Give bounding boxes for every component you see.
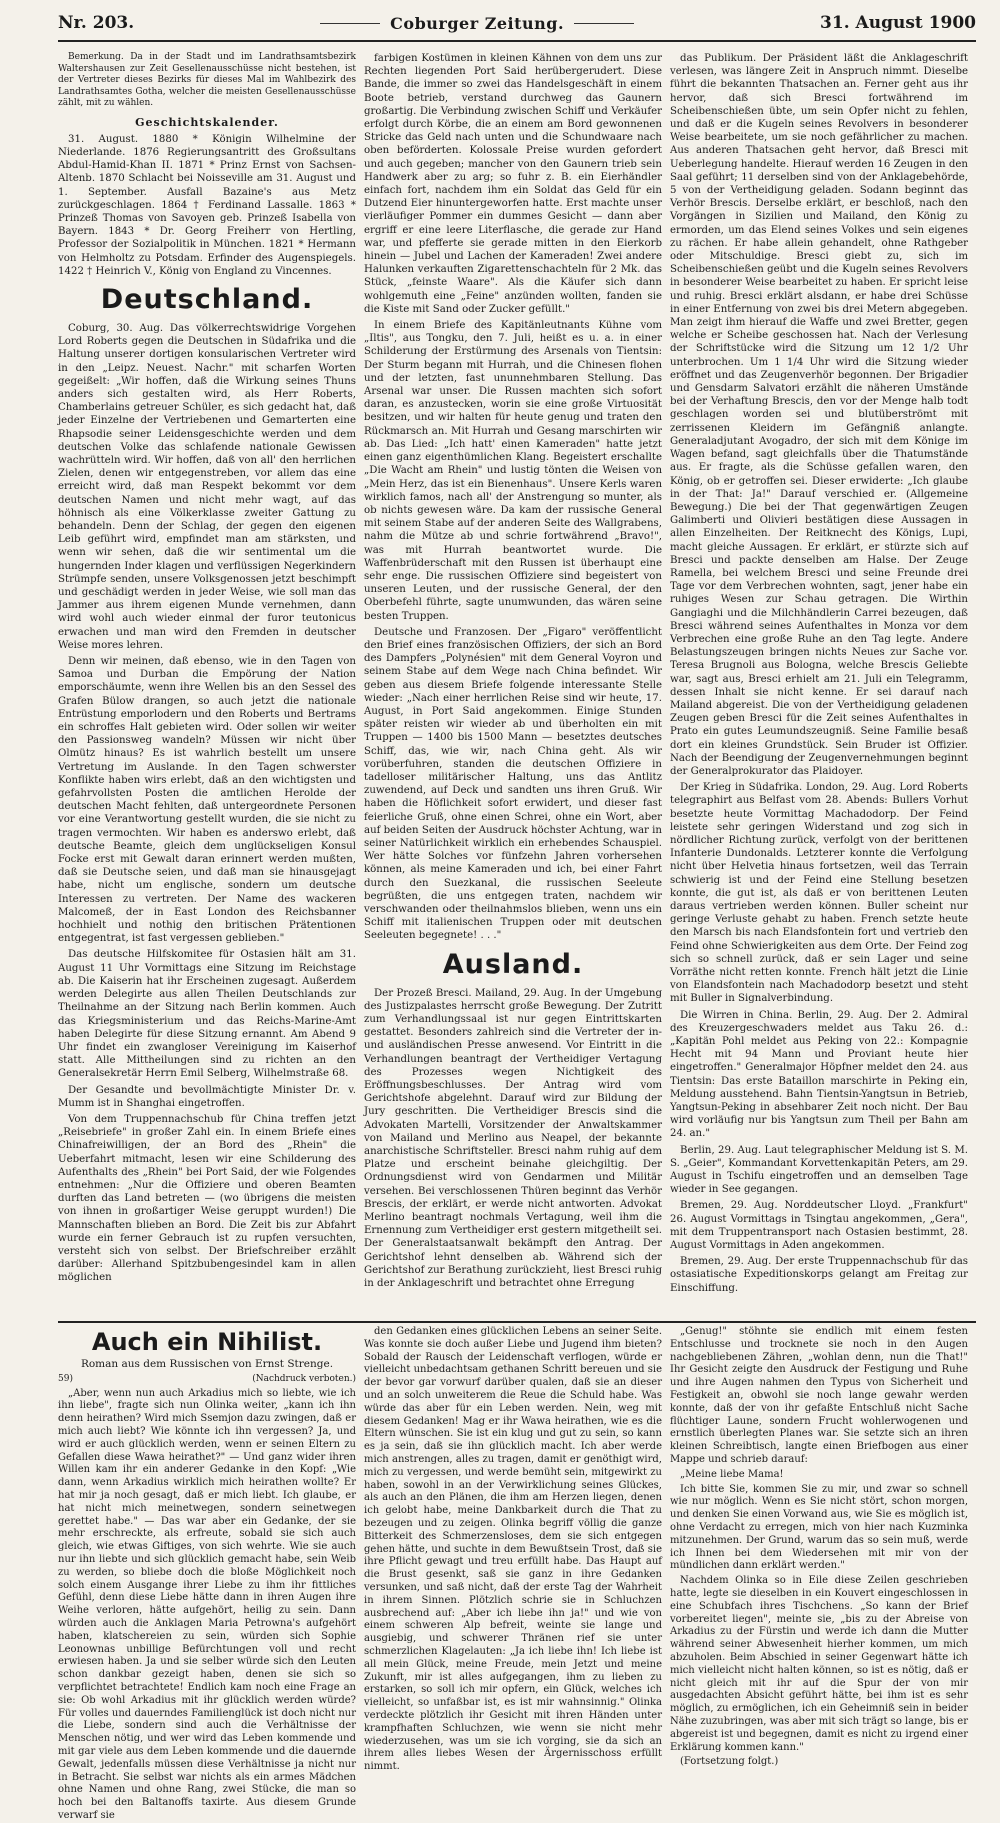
novel-meta [58,1373,356,1386]
article-roberts-cont: Denn wir meinen, daß ebenso, wie in den Tagen von Samoa und Durban die Empörung der Nation emporschäumte, wenn ihre Wellen bis an den Sessel des Grafen Bülow drangen, so auch jetzt die nationale Entrüstung emporlodern und den Roberts und Bertrams ein schroffes Halt gebieten wird. Oder sollen wir weiter den Passionsweg wandeln? Müssen wir nicht über Olmütz hinaus? Es ist wahrlich bestellt um unsere Vertretung im Auslande. In den Tagen schwerster Konflikte haben wirs erlebt, daß an den wichtigsten und gefahrvollsten Posten die amtlichen Herolde der deutschen Macht fehlten, daß untergeordnete Personen vor eine Verantwortung gestellt wurden, die sie nicht zu tragen vermochten. Wir haben es anderswo erlebt, daß deutsche Beamte, gleich dem unglückseligen Konsul Focke erst mit Gewalt daran erinnert werden mußten, daß sie Deutsche seien, und daß man sie hinausgejagt habe, nicht um englische, sondern um deutsche Interessen zu vertreten. Der Name des wackeren Malcomeß, der in East London des Reichsbanner hochhielt und nothig den britischen Prätentionen entgegentrat, ist fast vergessen geblieben." [58,656,356,945]
article-lloyd: Bremen, 29. Aug. Norddeutscher Lloyd. „Frankfurt" 26. August Vormittags in Tsingtau angekommen, „Gera", mit dem Truppentransport nach Ostasien bestimmt, 28. August Vormittags in Aden angekommen. [670,1200,968,1252]
issue-number: Nr. 203. [58,13,135,33]
letter-body: Ich bitte Sie, kommen Sie zu mir, und zwar so schnell wie nur möglich. Wenn es Sie nicht stört, schon morgen, und denken Sie einen Vorwand aus, wie Sie es möglich ist, ohne Verdacht zu erregen, mich von hier nach Kuzminka mitzunehmen. Der Grund, warum das so sein muß, werde ich Ihnen bei dem Wiedersehen mit mir von der mündlichen dann erklärt werden." [670,1483,968,1572]
article-roberts: Coburg, 30. Aug. Das völkerrechtswidrige Vorgehen Lord Roberts gegen die Deutschen in Südafrika und die Haltung unserer dortigen konsularischen Vertreter wird in den „Leipz. Neuest. Nachr." mit scharfen Worten gegeißelt: „Wir hoffen, daß die Wirkung seines Thuns anders sich gestalten wird, als Herr Roberts, Chamberlains getreuer Schüler, es sich gedacht hat, daß jeder Einzelne der Vertriebenen und Gemarterten eine Rhapsodie seiner Leidensgeschichte werden und dem deutschen Volke das schlafende nationale Gewissen wachrütteln wird. Wir hoffen, daß von all' den herrlichen Zielen, denen wir entgegenstreben, vor allem das eine erreicht wird, daß man Respekt bekommt vor dem deutschen Namen und nicht mehr wagt, auf das höhnisch als eine Völkerklasse zweiter Gattung zu behandeln. Denn der Schlag, der gegen den eigenen Leib geführt wird, empfindet man am stärksten, und wenn wir sehen, daß die wir sentimental um die hungernden Inder klagen und verflüssigen Negerkindern Strümpfe senden, unsere Volksgenossen jetzt beschimpft und geschädigt werden in jeder Weise, wie soll man das Jammer aus ihrem eigenen Munde vernehmen, dann wird wohl auch wieder einmal der furor teutonicus erwachen und man wird den Fremden in deutscher Weise mores lehren. [58,322,356,651]
novel-subtitle: Roman aus dem Russischen von Ernst Strenge. [80,1358,334,1370]
article-truppen-bremen: Bremen, 29. Aug. Der erste Truppennachschub für das ostasiatische Expeditionskorps gelangt am Freitag zur Einschiffung. [670,1256,968,1294]
reprint-notice: (Nachdruck verboten.) [252,1373,356,1384]
ornament-right [574,23,634,24]
upper-columns [58,52,976,1316]
article-port-said: farbigen Kostümen in kleinen Kähnen von dem uns zur Rechten liegenden Port Said herübergerudert. Diese Bande, die immer so zwei das Handelsgeschäft in einem Boote betrieb, verstand durchweg das Gaunern großartig. Die Verbindung zwischen Schiff und Verkäufer erfolgt durch Körbe, die an einem am Bord gewonnenen Stricke das Geld nach unten und die Schundwaare nach oben beförderten. Kolossale Preise wurden gefordert und auch gegeben; mancher von den Gaunern trieb sein Handwerk aber zu arg; so fuhr z. B. ein Eierhändler einfach fort, nachdem ihm ein Soldat das Geld für ein Dutzend Eier hinuntergeworfen hatte. Erst machte unser vierläufiger Pommer ein dummes Gesicht — dann aber ergriff er eine leere Literflasche, die gerade zur Hand war, und pfefferte sie gerade mitten in den Eierkorb hinein — Jubel und Lachen der Kameraden! Zwei andere Halunken verkauften Zigarettenschachteln für 2 Mk. das Stück, „feinste Waare". Als die Käufer sich dann wohlgemuth eine „Feine" anzünden wollten, fanden sie die Kiste mit Sand oder Zucker gefüllt." [364,53,662,315]
feuilleton [58,1326,976,1821]
section-title-ausland: Ausland. [442,948,584,980]
calendar-heading: Geschichtskalender. [135,115,279,129]
article-iltis-letter: In einem Briefe des Kapitänleutnants Kühne vom „Iltis", aus Tongku, den 7. Juli, heißt es u. a. in einer Schilderung der Erstürmung des Arsenals von Tientsin: Der Sturm begann mit Hurrah, und die Chinesen flohen und der letzten, fast ununnehmbaren Stellung. Das Arsenal war unser. Die Russen machten sich sofort daran, es anzustecken, worin sie eine große Virtuosität besitzen, und wir halten für heute genug und traten den Rückmarsch an. Mit Hurrah und Gesang marschirten wir ab. Das Lied: „Ich hatt' einen Kameraden" hatte jetzt einen ganz eigenthümlichen Klang. Begeistert erschallte „Die Wacht am Rhein" und lustig tönten die Weisen von „Mein Herz, das ist ein Bienenhaus". Unsere Kerls waren wirklich famos, nach all' der Anstrengung so munter, als ob nichts gewesen wäre. Da kam der russische General mit seinem Stabe auf der anderen Seite des Wallgrabens, nahm die Mütze ab und schrie fortwährend „Bravo!", was mit Hurrah beantwortet wurde. Die Waffenbrüderschaft mit den Russen ist überhaupt eine sehr enge. Die russischen Offiziere sind begeistert von unseren Leuten, und der russische General, der den Oberbefehl führte, sagte unumwunden, das wären seine besten Truppen. [364,320,662,622]
novel-paragraph: Nachdem Olinka so in Eile diese Zeilen geschrieben hatte, legte sie dieselben in ein Kouvert eingeschlossen in eine Schubfach ihres Tischchens. „So kann der Brief vorbereitet liegen", meinte sie, „bis zu der Abreise von Arkadius zu der Fürstin und werde ich dann die Mutter während seiner Abwesenheit hierher kommen, um mich abzuholen. Beim Abschied in seiner Gegenwart hätte ich mich vielleicht nicht halten können, so ist es nötig, daß er nicht gleich mit ihr auf die Spur der von mir ausgedachten Absicht geführt hätte, bei ihm ist es sehr möglich, zu ermöglichen, ich ein Geheimniß sein in beider Nähe zuzubringen, was aber mit sich trägt so lange, bis er abgereist ist und begegnen, damit es nicht zu irgend einer Erklärung kommen kann." [670,1575,968,1753]
ornament-left [320,23,380,24]
calendar-text: 31. August. 1880 * Königin Wilhelmine der Niederlande. 1876 Regierungsantritt des Großsultans Abdul-Hamid-Khan II. 1871 * Prinz Ernst von Sachsen-Altenb. 1870 Schlacht bei Noisseville am 31. August und 1. September. Ausfall Bazaine's aus Metz zurückgeschlagen. 1864 † Ferdinand Lassalle. 1863 * Prinzeß Thomas von Savoyen geb. Prinzeß Isabella von Bayern. 1843 * Dr. Georg Freiherr von Hertling, Professor der Sozialpolitik in München. 1821 * Hermann von Helmholtz zu Potsdam. Erfinder des Augenspiegels. 1422 † Heinrich V., König von England zu Vincennes. [58,133,356,277]
article-prozess-bresci: Der Prozeß Bresci. Mailand, 29. Aug. In der Umgebung des Justizpalastes herrscht große Bewegung. Der Zutritt zum Verhandlungssaal ist nur gegen Eintrittskarten gestattet. Besonders zahlreich sind die Vertreter der in- und ausländischen Presse anwesend. Vor Eintritt in die Verhandlungen beantragt der Vertheidiger Vertagung des Prozesses wegen Nichtigkeit des Eröffnungsbeschlusses. Der Antrag wird vom Gerichtshofe abgelehnt. Darauf wird zur Bildung der Jury geschritten. Die Vertheidiger Brescis sind die Advokaten Martelli, Vorsitzender der Anwaltskammer von Mailand und Merlino aus Neapel, der bekannte anarchistische Schriftsteller. Bresci nahm ruhig auf dem Platze und erscheint beinahe gleichgiltig. Der Ordnungsdienst wird von Gendarmen und Militär versehen. Bei verschlossenen Thüren beginnt das Verhör Brescis, der erklärt, er werde nicht antworten. Advokat Merlino beantragt nochmals Vertagung, weil ihm die Ernennung zum Vertheidiger erst gestern mitgetheilt sei. Der Generalstaatsanwalt bekämpft den Antrag. Der Gerichtshof lehnt denselben ab. Während sich der Gerichtshof zur Berathung zurückzieht, liest Bresci ruhig in der Anklageschrift und betrachtet ohne Erregung [364,987,662,1290]
novel-column-3 [670,1326,968,1768]
novel-column-2 [364,1326,662,1773]
novel-paragraph: den Gedanken eines glücklichen Lebens an seiner Seite. Was konnte sie doch außer Liebe und Jugend ihm bieten? Sobald der Rausch der Leidenschaft verflogen, würde er vielleicht unbedachtsam gethanen Schritt bereuen und sie der bevor gar vorwurf darüber qualen, daß sie an dieser und an solch unweiterem die Reue die Schuld habe. Was würde das aber für ein Leben werden. Nein, weg mit diesem Gedanken! Mag er ihr Wawa heirathen, wie es die Eltern wünschen. Sie ist ein klug und gut zu sein, so kann es ja sein, daß sie ihn glücklich macht. Ich aber werde mich anstrengen, alles zu tragen, damit er genöthigt wird, mich zu vergessen, und werde bemüht sein, mitgewirkt zu haben, sowohl in an der Verwirklichung seines Glückes, als auch an den Plänen, die ihm am Herzen liegen, denen ich gelobt habe, meine Dankbarkeit durch die That zu bezeugen und zu zeigen. Olinka begriff völlig die ganze Bitterkeit des Schmerzensloses, dem sie sich entgegen gehen hätte, und suchte in dem Bewußtsein Trost, daß sie ihre Pflicht gewagt und treu erfüllt habe. Das Haupt auf die Brust gesenkt, saß sie ganz in ihre Gedanken versunken, und saß nicht, daß der erste Tag der Wahrheit in ihrem Sinnen. Plötzlich schrie sie in Schluchzen ausbrechend auf: „Aber ich liebe ihn ja!" und wie von einem schweren Alp befreit, weinte sie lange und ausgiebig, und schwerer Thränen rief sie unter schmerzlichen Klagelauten: „Ja ich liebe ihn! Ich liebe ist all mein Glück, meine Freude, mein Jetzt und meine Zukunft, mir ist alles aufgegangen, ihm zu lieben zu erstarken, so soll ich mir opfern, ein Glück, welches ich vielleicht, so unfaßbar ist, es ist mir wahnsinnig." Olinka verdeckte plötzlich ihr Gesicht mit ihren Händen unter krampfhaften Schluchzen, wie wenn sie nicht mehr wiederzusehen, was um sie ich vorging, sie da sich an ihrem alles liebes Wesen der Ärgernisschoss erfüllt nimmt. [364,1326,662,1773]
novel-paragraph: „Genug!" stöhnte sie endlich mit einem festen Entschlusse und trocknete sie noch in den Augen nachgebliebenen Zähren, „wohlan denn, nun die That!" Ihr Gesicht zeigte den Ausdruck der Festigung und Ruhe und ihre Augen nahmen den Typus von Sicherheit und Festigkeit an, obwohl sie noch lange gewahr werden konnte, daß der von ihr gefaßte Entschluß nicht Sache flüchtiger Laune, sondern Frucht wohlerwogenen und ernstlich überlegten Planes war. Sie setzte sich an ihren kleinen Schreibtisch, langte einen Briefbogen aus einer Mappe und schrieb darauf: [670,1326,968,1465]
letter-greeting: „Meine liebe Mama! [680,1468,784,1480]
article-suedafrika: Der Krieg in Südafrika. London, 29. Aug. Lord Roberts telegraphirt aus Belfast vom 28. Abends: Bullers Vorhut besetzte heute Vormittag Machadodorp. Der Feind leistete sehr geringen Widerstand und zog sich in nördlicher Richtung zurück, verfolgt von der berittenen Infanterie Dundonalds. Letzterer konnte die Verfolgung nicht über Helvetia hinaus fortsetzen, weil das Terrain schwierig ist und der Feind eine Stellung besetzen konnte, die gut ist, als daß er von berittenen Leuten daraus vertrieben werden können. Buller scheint nur geringe Verluste gehabt zu haben. French setzte heute den Marsch bis nach Elandsfontein fort und vertrieb den Feind ohne Schwierigkeiten aus dem Orte. Der Feind zog sich so schnell zurück, daß er sein Lager und seine Vorräthe nicht retten konnte. French hält jetzt die Linie von Elandsfontein nach Machadodorp besetzt und steht mit Buller in Signalverbindung. [670,782,968,1005]
novel-title: Auch ein Nihilist. [91,1328,323,1356]
issue-date: 31. August 1900 [820,13,976,33]
column-2 [364,52,662,1316]
column-3 [670,52,968,1316]
masthead-center [134,14,820,33]
article-bresci-cont: das Publikum. Der Präsident läßt die Anklageschrift verlesen, was längere Zeit in Anspruch nimmt. Dieselbe führt die bekannten Thatsachen an. Ferner geht aus ihr hervor, daß sich Bresci fortwährend im Scheibenschießen übte, um sein Opfer nicht zu fehlen, und daß er die Kugeln seines Revolvers in besonderer Weise bearbeitete, um sie noch gefährlicher zu machen. Aus anderen Thatsachen geht hervor, daß Bresci mit Ueberlegung handelte. Hierauf werden 16 Zeugen in den Saal geführt; 11 derselben sind von der Anklagebehörde, 5 von der Vertheidigung geladen. Sodann beginnt das Verhör Brescis. Derselbe erklärt, er beschloß, nach den Vorgängen in Sizilien und Mailand, den König zu ermorden, um das Elend seines Volkes und sein eigenes zu rächen. Er habe allein gehandelt, ohne Rathgeber oder Mitschuldige. Bresci giebt zu, sich im Scheibenschießen geübt und die Kugeln seines Revolvers in besonderer Weise bearbeitet zu haben. Er spricht leise und ruhig. Bresci erklärt alsdann, er habe drei Schüsse in einer Entfernung von zwei bis drei Metern abgegeben. Man zeigt ihm hierauf die Waffe und zwei Bretter, gegen welche er Scheibe geschossen hat. Nach der Verlesung der Schriftstücke wird die Sitzung um 12 1/2 Uhr unterbrochen. Um 1 1/4 Uhr wird die Sitzung wieder eröffnet und das Zeugenverhör begonnen. Der Brigadier und Gensdarm Salvatori erzählt die näheren Umstände bei der Verhaftung Brescis, den vor der Menge halb todt geschlagen worden sei und blutüberströmt mit zerrissenen Kleidern im Gefängniß anlangte. Generaladjutant Avogadro, der sich mit dem Könige im Wagen befand, sagt gleichfalls über die Thatumstände aus. Er fragte, als die Schüsse gefallen waren, den König, ob er getroffen sei. Dieser erwiderte: „Ich glaube in der That: Ja!" Darauf verschied er. (Allgemeine Bewegung.) Die bei der That gegenwärtigen Zeugen Galimberti und Olivieri bestätigen diese Aussagen in allen Einzelheiten. Der Reitknecht des Königs, Lupi, macht gleiche Aussagen. Er erklärt, er stürzte sich auf Bresci und packte denselben am Halse. Der Zeuge Ramella, bei welchem Bresci und seine Freunde drei Tage vor dem Verbrechen wohnten, sagt, jener habe ein ruhiges Wesen zur Schau getragen. Die Wirthin Gangiaghi und die Milchhändlerin Carrei bezeugen, daß Bresci während seines Aufenthaltes in Monza vor dem Verbrechen eine große Ruhe an den Tag legte. Andere Belastungszeugen bringen nichts Neues zur Sache vor. Teresa Brugnoli aus Bologna, welche Brescis Geliebte war, sagt aus, Bresci erhielt am 21. Juli ein Telegramm, dessen Inhalt sie nicht kenne. Er sei darauf nach Mailand abgereist. Die von der Vertheidigung geladenen Zeugen geben Bresci für die Zeit seines Aufenthaltes in Prato ein gutes Leumundszeugniß. Seine Familie besaß dort ein kleines Grundstück. Sein Bruder ist Offizier. Nach der Beendigung der Zeugenvernehmungen beginnt der Generalprokurator das Plaidoyer. [670,53,968,777]
masthead [58,6,976,42]
column-1 [58,52,356,1316]
paper-title: Coburger Zeitung. [390,13,565,33]
article-china: Die Wirren in China. Berlin, 29. Aug. Der 2. Admiral des Kreuzergeschwaders meldet aus Taku 26. d.: „Kapitän Pohl meldet aus Peking von 22.: Kompagnie Hecht mit 94 Mann und Proviant heute hier eingetroffen." Generalmajor Höpfner meldet den 24. aus Tientsin: Das erste Bataillon marschirte in Peking ein, Meldung ausstehend. Bahn Tientsin-Yangtsun in Betrieb, Yangtsun-Peking in absehbarer Zeit noch nicht. Der Bau wird vorläufig nur bis Yangtsun zum Theil per Bahn am 24. an." [670,1009,968,1140]
article-mumm: Der Gesandte und bevollmächtigte Minister Dr. v. Mumm ist in Shanghai eingetroffen. [58,1084,356,1109]
continued-note: (Fortsetzung folgt.) [680,1756,779,1768]
instalment-number: 59) [58,1373,73,1384]
article-hilfskomitee: Das deutsche Hilfskomitee für Ostasien hält am 31. August 11 Uhr Vormittags eine Sitzung im Reichstage ab. Die Kaiserin hat ihr Erscheinen zugesagt. Außerdem werden Delegirte aus allen Theilen Deutschlands zur Theilnahme an der Sitzung nach Berlin kommen. Auch das Kriegsministerium und das Reichs-Marine-Amt haben Delegirte für diese Sitzung ernannt. Am Abend 9 Uhr findet ein zwangloser Vereinigung im Kaiserhof statt. Alle Mittheilungen sind zu richten an den Generalsekretär Herrn Emil Selberg, Wilhelmstraße 68. [58,949,356,1080]
article-geier: Berlin, 29. Aug. Laut telegraphischer Meldung ist S. M. S. „Geier", Kommandant Korvettenkapitän Peters, am 29. August in Tschifu eingetroffen und an demselben Tage wieder in See gegangen. [670,1144,968,1196]
novel-column-1 [58,1326,356,1821]
feuilleton-divider [58,1321,976,1323]
section-title-deutschland: Deutschland. [100,283,314,315]
election-notice: Bemerkung. Da in der Stadt und im Landrathsamtsbezirk Waltershausen zur Zeit Gesellenausschüsse nicht bestehen, ist der Vertreter dieses Bezirks für dieses Mal im Wahlbezirk des Landrathsamtes Gotha, welcher die meisten Gesellenausschüsse zählt, mit zu wählen. [58,52,356,108]
article-deutsche-franzosen: Deutsche und Franzosen. Der „Figaro" veröffentlicht den Brief eines französischen Offiziers, der sich an Bord des Dampfers „Polynésien" mit dem General Voyron und seinem Stabe auf dem Wege nach China befindet. Wir geben aus diesem Briefe folgende interessante Stelle wieder: „Nach einer herrlichen Reise sind wir heute, 17. August, in Port Said angekommen. Einige Stunden später reisten wir wieder ab und überholten ein mit Truppen — 1400 bis 1500 Mann — besetztes deutsches Schiff, das, wie wir, nach China geht. Als wir vorüberfuhren, standen die deutschen Offiziere in tadelloser militärischer Haltung, uns das Antlitz zuwendend, auf Deck und sandten uns ihren Gruß. Wir haben die Höflichkeit sofort erwidert, und dieser fast feierliche Gruß, ohne einen Schrei, ohne ein Wort, aber auf beiden Seiten der Ausdruck höchster Achtung, war in seiner Natürlichkeit wirklich ein erhebendes Schauspiel. Wer hätte Solches vor fünfzehn Jahren vorhersehen können, als meine Kameraden und ich, bei einer Fahrt durch den Suezkanal, die russischen Seeleute begrüßten, die uns entgegen traten, nachdem wir verschwanden oder theilnahmslos blieben, wenn uns ein Schiff mit italienischen Truppen oder mit deutschen Seeleuten begegnete! . . ." [364,626,662,942]
novel-paragraph: „Aber, wenn nun auch Arkadius mich so liebte, wie ich ihn liebe", fragte sich nun Olinka weiter, „kann ich ihn denn heirathen? Wird mich Ssemjon dazu zwingen, daß er mich auch liebt? Wie könnte ich ihn vergessen? Ja, und wird er auch glücklich werden, wenn er seinen Eltern zu Gefallen diese Wawa heirathet?" — Und ganz wider ihren Willen kam ihr ein anderer Gedanke in den Kopf: „Wie dann, wenn Arkadius wirklich mich heirathen wollte? Er hat mir ja noch gesagt, daß er mich liebt. Ich glaube, er hat nicht mich meinetwegen, sondern seinetwegen gerettet habe." — Das war aber ein Gedanke, der sie mehr erschreckte, als erfreute, sobald sie sich auch gleich, wie etwas Giftiges, von sich wehrte. Wie sie auch nur ihn liebte und sich glücklich gemacht habe, sein Weib zu werden, so bliebe doch die bloße Möglichkeit noch solch einem Ausgange ihrer Liebe zu ihm ihr fittliches Gefühl, denn diese Liebe hätte dann in ihren Augen ihre Weihe verloren, hätte aufgehört, heilig zu sein. Dann würden auch die Anklagen Maria Petrowna's aufgehört haben, klatschereien zu sein, würden sich Sophie Leonownas unbillige Befürchtungen voll und recht erwiesen haben. Ja und sie selber würde sich den Leuten schon dankbar gezeigt haben, denen sie sich so verpflichtet betrachtete! Endlich kam noch eine Frage an sie: Ob wohl Arkadius mit ihr glücklich werden würde? Für volles und dauerndes Familienglück ist doch nicht nur die Liebe, sondern sind auch die Verhältnisse der Menschen nötig, und wer wird das Leben kommende und mit gar viele aus dem Leben kommende und die dauernde Gewalt, jedenfalls müssen diese Verhältnisse ja nicht nur in Betracht. Sie selbst war nichts als ein armes Mädchen ohne Namen und ohne Rang, zwei Stücke, die man so hoch bei den Baltanoffs taxirte. Aus diesem Grunde verwarf sie [58,1387,356,1821]
article-truppennachschub: Von dem Truppennachschub für China treffen jetzt „Reisebriefe" in großer Zahl ein. In einem Briefe eines Chinafreiwilligen, der an Bord des „Rhein" die Ueberfahrt mitmacht, lesen wir eine Schilderung des Aufenthalts des „Rhein" bei Port Said, der wie Folgendes entnehmen: „Nur die Offiziere und oberen Beamten durften das Land betreten — (wo übrigens die meisten von ihnen in großartiger Weise geruppt wurden!) Die Mannschaften blieben an Bord. Die Zeit bis zur Abfahrt wurde ein ferner Gebrauch ist zu rupfen versuchten, versteht sich von selbst. Der Briefschreiber erzählt darüber: Allerhand Spitzbubengesindel kam in allen möglichen [58,1113,356,1284]
